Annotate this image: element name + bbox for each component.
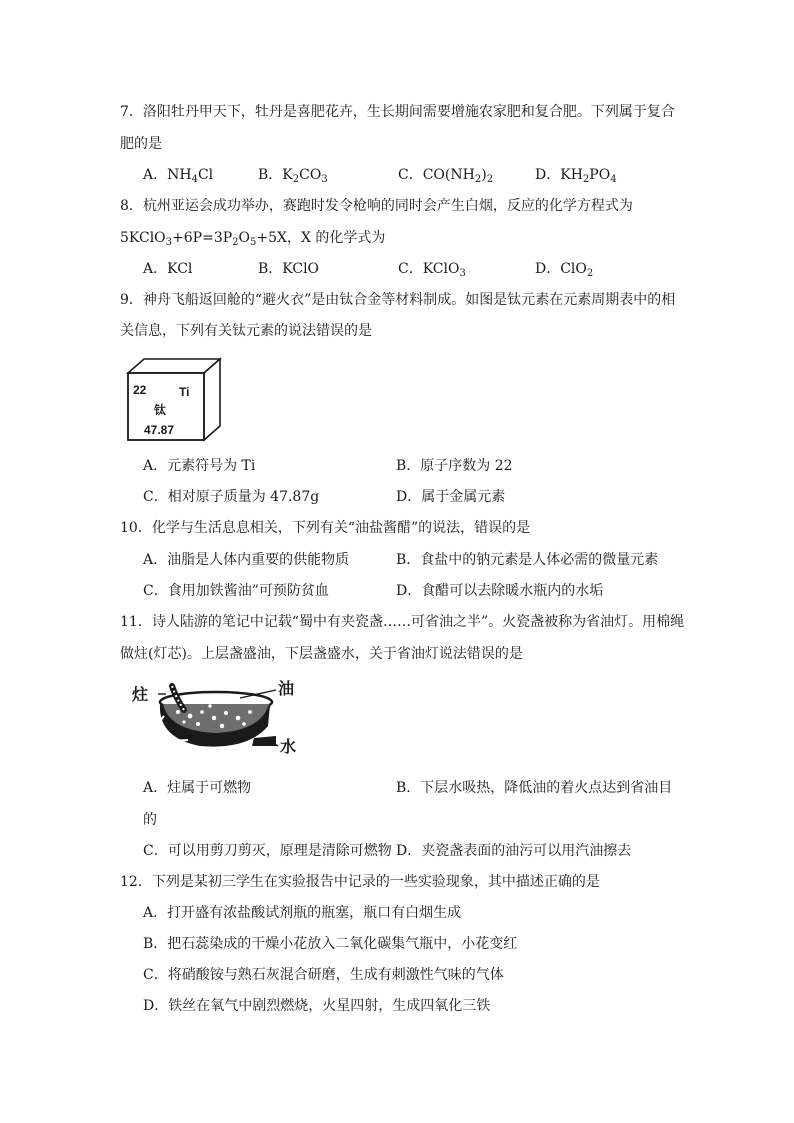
q11-option-c: C．可以用剪刀剪灭，原理是清除可燃物 xyxy=(143,843,392,859)
q12-option-b: B．把石蕊染成的干燥小花放入二氧化碳集气瓶中，小花变红 xyxy=(143,936,518,952)
q10-option-b: B．食盐中的钠元素是人体必需的微量元素 xyxy=(396,552,659,568)
oil-saving-lamp-figure xyxy=(128,676,304,756)
q11-stem-line1: 11．诗人陆游的笔记中记载“蜀中有夹瓷盏……可省油之半”。火瓷盏被称为省油灯。用棉绳 xyxy=(120,614,685,630)
lamp-label-water: 水 xyxy=(280,737,297,756)
q9-option-c: C．相对原子质量为 47.87g xyxy=(143,489,320,505)
q7-option-d: D．$KH_2PO_4$ xyxy=(535,167,617,185)
lamp-label-wick: 炷 xyxy=(132,685,149,704)
q8-stem-line1: 8．杭州亚运会成功举办，赛跑时发令枪响的同时会产生白烟，反应的化学方程式为 xyxy=(120,198,633,214)
q10-option-a: A．油脂是人体内重要的供能物质 xyxy=(143,552,350,568)
q9-stem-line2: 关信息，下列有关钛元素的说法错误的是 xyxy=(120,323,372,339)
q8-option-a: A．KCl xyxy=(143,261,193,277)
q7-option-c: C．$CO(NH_2)_2$ xyxy=(398,167,494,185)
q9-option-b: B．原子序数为 22 xyxy=(396,458,513,474)
q11-stem-line2: 做炷(灯芯)。上层盏盛油，下层盏盛水，关于省油灯说法错误的是 xyxy=(120,646,523,662)
element-atomic-number: 22 xyxy=(133,383,147,397)
q12-option-d: D．铁丝在氧气中剧烈燃烧，火星四射，生成四氧化三铁 xyxy=(143,998,491,1014)
q12-option-c: C．将硝酸铵与熟石灰混合研磨，生成有刺激性气味的气体 xyxy=(143,967,504,983)
q11-option-b: B．下层水吸热，降低油的着火点达到省油目 xyxy=(396,780,673,796)
q8-equation-line: $5KClO_3+6P=3P_2O_5+5X$，X 的化学式为 xyxy=(120,230,386,248)
q7-stem-line2: 肥的是 xyxy=(120,136,162,152)
q7-option-b: B．$K_2CO_3$ xyxy=(258,167,328,185)
lamp-label-oil: 油 xyxy=(278,679,295,698)
q11-option-b-continuation: 的 xyxy=(143,812,157,828)
q8-option-b: B．KClO xyxy=(258,261,320,277)
q7-stem-line1: 7．洛阳牡丹甲天下，牡丹是喜肥花卉，生长期间需要增施农家肥和复合肥。下列属于复合 xyxy=(120,104,675,120)
q12-option-a: A．打开盛有浓盐酸试剂瓶的瓶塞，瓶口有白烟生成 xyxy=(143,905,462,921)
q8-option-c: C．KClO$_3$ xyxy=(398,261,466,279)
element-symbol: Ti xyxy=(179,385,190,399)
q11-option-a: A．炷属于可燃物 xyxy=(143,780,252,796)
titanium-element-card xyxy=(124,356,224,446)
q12-stem-line1: 12．下列是某初三学生在实验报告中记录的一些实验现象，其中描述正确的是 xyxy=(120,874,600,890)
q8-option-d: D．ClO$_2$ xyxy=(535,261,594,279)
q10-option-c: C．食用加铁酱油”可预防贫血 xyxy=(143,583,329,599)
element-atomic-mass: 47.87 xyxy=(144,423,175,437)
q9-option-a: A．元素符号为 Ti xyxy=(143,458,256,474)
q9-stem-line1: 9．神舟飞船返回舱的“避火衣”是由钛合金等材料制成。如图是钛元素在元素周期表中的相 xyxy=(120,292,676,308)
element-name: 钛 xyxy=(154,403,167,417)
q10-option-d: D．食醋可以去除暖水瓶内的水垢 xyxy=(396,583,604,599)
q11-option-d: D．夹瓷盏表面的油污可以用汽油擦去 xyxy=(396,843,632,859)
q10-stem-line1: 10．化学与生活息息相关，下列有关“油盐酱醋”的说法，错误的是 xyxy=(120,520,531,536)
q7-option-a: A．$NH_4Cl$ xyxy=(143,167,214,185)
q9-option-d: D．属于金属元素 xyxy=(396,489,506,505)
